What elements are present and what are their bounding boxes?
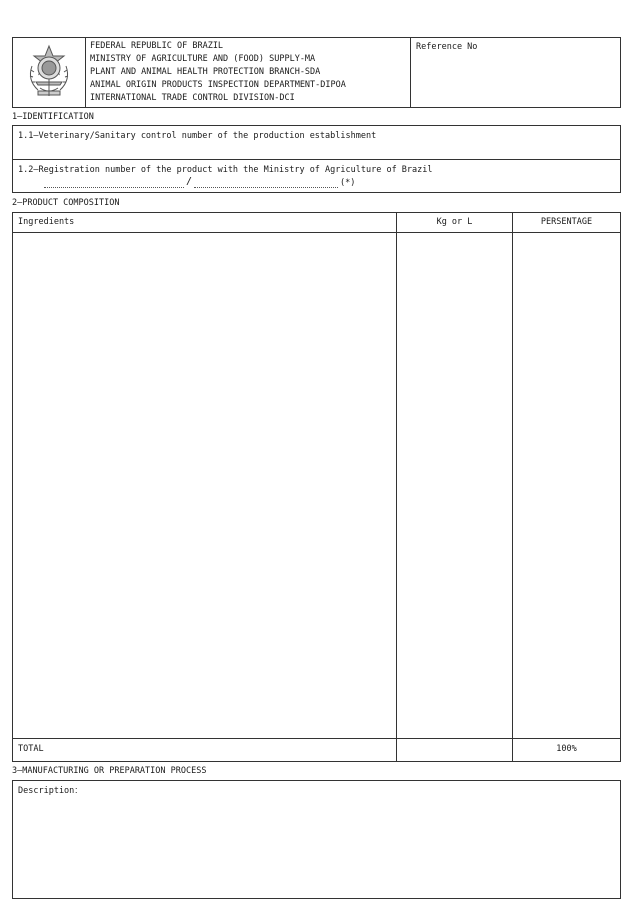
registration-separator: / <box>186 176 193 187</box>
header-line-5: INTERNATIONAL TRADE CONTROL DIVISION-DCI <box>90 93 295 103</box>
registration-field-right[interactable] <box>194 187 338 188</box>
percentage-entry-area[interactable] <box>513 233 620 737</box>
description-label: Description： <box>18 786 83 796</box>
description-field[interactable] <box>13 800 620 898</box>
col-header-ingredients: Ingredients <box>18 217 75 227</box>
header-line-3: PLANT AND ANIMAL HEALTH PROTECTION BRANCH-SDA <box>90 67 321 77</box>
item-1-1-field[interactable] <box>13 145 620 158</box>
ingredients-entry-area[interactable] <box>13 233 395 737</box>
total-label: TOTAL <box>18 744 44 754</box>
reference-no-label: Reference No <box>416 42 478 52</box>
section3-title: 3—MANUFACTURING OR PREPARATION PROCESS <box>12 766 207 776</box>
kg-entry-area[interactable] <box>397 233 511 737</box>
section1-title: 1—IDENTIFICATION <box>12 112 94 122</box>
header-divider-left <box>85 37 86 108</box>
brazil-coat-of-arms-icon <box>24 44 74 99</box>
table-total-divider <box>12 738 621 739</box>
registration-field-left[interactable] <box>44 187 184 188</box>
item-1-2-label: 1.2—Registration number of the product with the Ministry of Agriculture of Brazil <box>18 165 433 175</box>
header-line-2: MINISTRY OF AGRICULTURE AND (FOOD) SUPPLY-MA <box>90 54 316 64</box>
reference-no-field[interactable] <box>411 55 620 107</box>
col-header-percentage: PERSENTAGE <box>540 217 593 227</box>
item-1-1-label: 1.1—Veterinary/Sanitary control number of the production establishment <box>18 131 377 141</box>
header-line-4: ANIMAL ORIGIN PRODUCTS INSPECTION DEPARTMENT-DIPOA <box>90 80 346 90</box>
total-kg-field[interactable] <box>397 740 511 760</box>
section2-title: 2—PRODUCT COMPOSITION <box>12 198 120 208</box>
registration-note: (*) <box>340 178 356 188</box>
total-percentage: 100% <box>556 744 577 754</box>
identification-divider <box>12 159 621 160</box>
header-line-1: FEDERAL REPUBLIC OF BRAZIL <box>90 41 224 51</box>
col-header-kg-or-l: Kg or L <box>436 217 473 227</box>
